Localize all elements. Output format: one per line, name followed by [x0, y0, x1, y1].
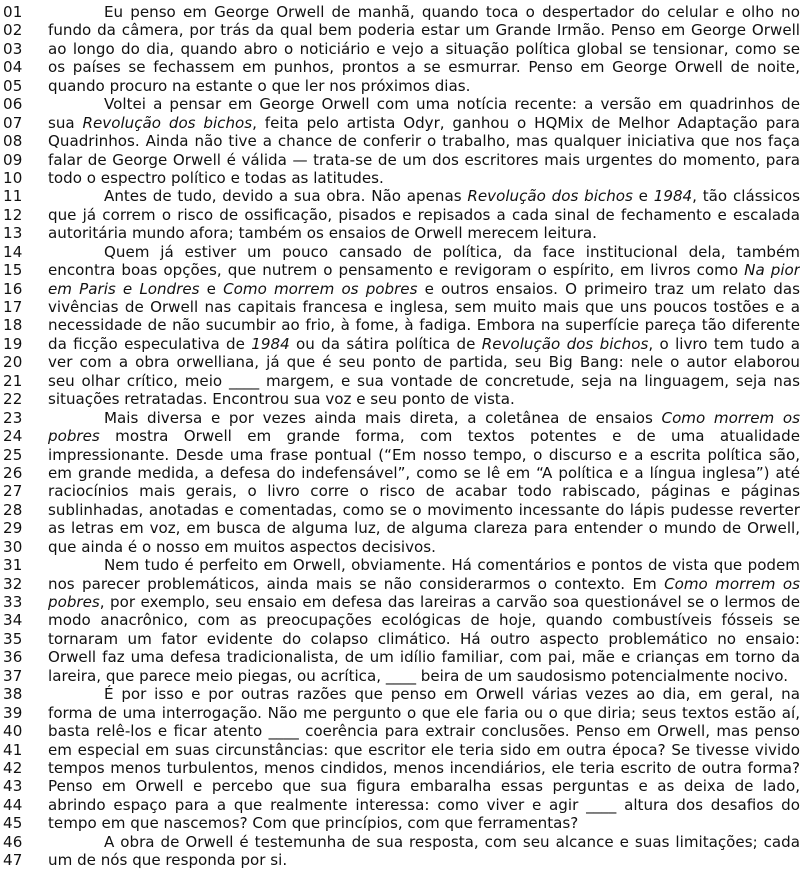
- line-text: [48, 372, 800, 390]
- line-text: [48, 114, 800, 132]
- line-number: 39: [3, 703, 23, 722]
- line-number: 42: [3, 758, 23, 777]
- text-segment: seu olhar crítico, meio ____ margem, e sua vontade de concretude, seja na linguagem, seja nas: [48, 371, 800, 390]
- line-text: [104, 243, 800, 261]
- line-text: [48, 814, 800, 832]
- numbered-text-lines: [0, 3, 812, 870]
- line-number: 26: [3, 463, 23, 482]
- text-line: [0, 519, 812, 537]
- line-text: [48, 667, 800, 685]
- text-segment: em especial em suas circunstâncias: que escritor ele teria sido em outra época? Se tivesse vivido: [48, 740, 800, 759]
- text-line: [0, 796, 812, 814]
- text-segment: os países se fechassem em punhos, prontos a se esmurrar. Penso em George Orwell de noite,: [48, 58, 800, 77]
- line-number: 10: [3, 168, 23, 187]
- text-segment: e outros ensaios. O primeiro traz um relato das: [417, 279, 800, 298]
- text-segment: impressionante. Desde uma frase pontual (“Em nosso tempo, o discurso e a escrita política são,: [48, 445, 800, 464]
- text-segment: mostra Orwell em grande forma, com textos potentes e de uma atualidade: [99, 427, 800, 446]
- italic-title: pobres: [48, 593, 100, 611]
- text-segment: Nem tudo é perfeito em Orwell, obviamente. Há comentários e pontos de vista que podem: [104, 556, 800, 575]
- text-line: [0, 593, 812, 611]
- italic-title: Como morrem os: [664, 574, 800, 593]
- text-line: [0, 704, 812, 722]
- text-line: [0, 261, 812, 279]
- text-line: [0, 427, 812, 445]
- text-line: [0, 575, 812, 593]
- text-line: [0, 390, 812, 408]
- line-text: [48, 482, 800, 500]
- text-segment: basta relê-los e ficar atento ____ coerência para extrair conclusões. Penso em Orwell, mas penso: [48, 722, 800, 741]
- line-text: [48, 224, 800, 242]
- line-text: [48, 796, 800, 814]
- line-text: [48, 575, 800, 593]
- line-number: 13: [3, 224, 23, 243]
- text-line: [0, 298, 812, 316]
- text-line: [0, 21, 812, 39]
- text-segment: fundo da câmera, por trás da qual bem poderia estar um Grande Irmão. Penso em George Orwell: [48, 21, 800, 40]
- text-segment: , o livro tem tudo a: [648, 334, 800, 353]
- line-text: [48, 538, 800, 556]
- line-number: 24: [3, 427, 23, 446]
- text-line: [0, 685, 812, 703]
- text-line: [0, 777, 812, 795]
- text-line: [0, 741, 812, 759]
- line-text: [48, 169, 800, 187]
- text-segment: Quem já estiver um pouco cansado de política, da face institucional dela, também: [104, 242, 800, 261]
- text-segment: quando procuro na estante o que ler nos próximos dias.: [48, 76, 471, 95]
- text-line: [0, 851, 812, 869]
- line-number: 01: [3, 3, 23, 21]
- text-segment: Eu penso em George Orwell de manhã, quando toca o despertador do celular e olho no: [104, 3, 800, 21]
- line-text: [48, 40, 800, 58]
- line-number: 17: [3, 298, 23, 316]
- text-segment: ou da sátira política de: [289, 334, 482, 353]
- line-number: 30: [3, 537, 23, 556]
- text-line: [0, 132, 812, 150]
- line-text: [48, 21, 800, 39]
- line-number: 47: [3, 851, 23, 870]
- text-segment: , por exemplo, seu ensaio em defesa das lareiras a carvão soa questionável se o lermos de: [99, 593, 800, 611]
- line-number: 07: [3, 113, 23, 132]
- text-line: [0, 224, 812, 242]
- line-number: 28: [3, 500, 23, 519]
- text-line: [0, 833, 812, 851]
- line-text: [48, 741, 800, 759]
- text-line: [0, 95, 812, 113]
- line-text: [48, 261, 800, 279]
- text-segment: , feita pelo artista Odyr, ganhou o HQMix de Melhor Adaptação para: [252, 113, 800, 132]
- text-line: [0, 3, 812, 21]
- line-text: [48, 446, 800, 464]
- line-number: 02: [3, 21, 23, 40]
- line-text: [48, 77, 800, 95]
- line-text: [104, 556, 800, 574]
- line-text: [104, 3, 800, 21]
- line-number: 31: [3, 556, 23, 575]
- text-segment: Antes de tudo, devido a sua obra. Não apenas: [104, 187, 468, 206]
- text-segment: lareira, que parece meio piegas, ou acrítica, ____ beira de um saudosismo potencialmente nocivo.: [48, 666, 789, 685]
- line-text: [48, 206, 800, 224]
- text-line: [0, 114, 812, 132]
- text-line: [0, 243, 812, 261]
- line-number: 40: [3, 722, 23, 741]
- line-text: [48, 704, 800, 722]
- line-number: 46: [3, 832, 23, 851]
- line-number: 33: [3, 593, 23, 611]
- text-segment: em grande medida, a defesa do indefensável”, como se lê em “A política e a língua inglesa”) até: [48, 463, 800, 482]
- text-segment: que já correm o risco de ossificação, pisados e repisados a cada sinal de fechamento e escalada: [48, 205, 800, 224]
- line-number: 22: [3, 390, 23, 409]
- line-text: [48, 501, 800, 519]
- text-line: [0, 316, 812, 334]
- text-line: [0, 630, 812, 648]
- text-segment: Voltei a pensar em George Orwell com uma notícia recente: a versão em quadrinhos de: [104, 95, 800, 114]
- text-segment: e: [632, 187, 654, 206]
- text-line: [0, 501, 812, 519]
- text-line: [0, 77, 812, 95]
- line-text: [48, 335, 800, 353]
- italic-title: 1984: [653, 187, 693, 206]
- text-segment: falar de George Orwell é válida — trata-se de um dos escritores mais urgentes do momento, para: [48, 150, 800, 169]
- line-number: 04: [3, 58, 23, 77]
- text-line: [0, 667, 812, 685]
- line-number: 06: [3, 95, 23, 114]
- line-number: 37: [3, 666, 23, 685]
- line-number: 12: [3, 205, 23, 224]
- line-text: [48, 390, 800, 408]
- text-segment: raciocínios mais gerais, o livro corre o risco de acabar todo rabiscado, páginas e páginas: [48, 482, 800, 501]
- line-text: [48, 611, 800, 629]
- text-line: [0, 335, 812, 353]
- line-number: 16: [3, 279, 23, 298]
- line-text: [48, 427, 800, 445]
- text-segment: forma de uma interrogação. Não me pergunto o que ele faria ou o que diria; seus textos estão aí,: [48, 703, 800, 722]
- text-segment: A obra de Orwell é testemunha de sua resposta, com seu alcance e suas limitações; cada: [104, 832, 800, 851]
- line-number: 20: [3, 353, 23, 372]
- line-number: 09: [3, 150, 23, 169]
- line-number: 27: [3, 482, 23, 501]
- line-number: 11: [3, 187, 23, 206]
- text-segment: ao longo do dia, quando abro o noticiário e vejo a situação política global se tensionar, como se: [48, 39, 800, 58]
- text-segment: nos parecer problemáticos, ainda mais se não considerarmos o contexto. Em: [48, 574, 665, 593]
- line-number: 29: [3, 519, 23, 538]
- text-segment: tempos menos turbulentos, menos cindidos, menos incendiários, ele teria escrito de outra forma?: [48, 758, 800, 777]
- italic-title: Na pior: [744, 261, 800, 280]
- text-line: [0, 169, 812, 187]
- italic-title: em Paris e Londres: [48, 279, 200, 298]
- text-line: [0, 353, 812, 371]
- line-text: [48, 722, 800, 740]
- text-segment: ver com a obra orwelliana, já que é seu ponto de partida, seu Big Bang: nele o autor elaborou: [48, 353, 800, 372]
- text-segment: modo anacrônico, com as preocupações ecológicas de hoje, quando combustíveis fósseis se: [48, 611, 800, 630]
- text-segment: sua: [48, 113, 83, 132]
- text-line: [0, 372, 812, 390]
- line-number: 19: [3, 334, 23, 353]
- line-text: [48, 593, 800, 611]
- line-number: 21: [3, 371, 23, 390]
- text-line: [0, 187, 812, 205]
- line-number: 38: [3, 685, 23, 704]
- text-line: [0, 58, 812, 76]
- line-number: 35: [3, 629, 23, 648]
- text-segment: as letras em voz, em busca de alguma luz, de alguma clareza para entender o mundo de Orwell,: [48, 519, 800, 538]
- line-number: 25: [3, 445, 23, 464]
- text-line: [0, 40, 812, 58]
- text-segment: situações retratadas. Encontrou sua voz e seu ponto de vista.: [48, 390, 515, 409]
- text-segment: todo o espectro político e todas as latitudes.: [48, 168, 384, 187]
- italic-title: 1984: [251, 334, 290, 353]
- text-line: [0, 759, 812, 777]
- text-segment: Mais diversa e por vezes ainda mais direta, a coletânea de ensaios: [104, 408, 662, 427]
- line-text: [48, 58, 800, 76]
- line-number: 23: [3, 408, 23, 427]
- line-number: 32: [3, 574, 23, 593]
- text-segment: Penso em Orwell e percebo que sua figura embaralha essas perguntas e as deixa de lado,: [48, 777, 800, 796]
- line-text: [48, 777, 800, 795]
- text-line: [0, 206, 812, 224]
- text-segment: sublinhadas, anotadas e comentadas, como se o movimento incessante do lápis pudesse reverter: [48, 500, 800, 519]
- line-text: [48, 648, 800, 666]
- line-text: [48, 316, 800, 334]
- text-segment: tornaram um fator evidente do colapso climático. Há outro aspecto problemático no ensaio:: [48, 629, 800, 648]
- line-text: [104, 409, 800, 427]
- line-number: 34: [3, 611, 23, 630]
- text-line: [0, 464, 812, 482]
- line-text: [48, 280, 800, 298]
- line-number: 45: [3, 814, 23, 833]
- text-segment: encontra boas opções, que nutrem o pensamento e revigoram o espírito, em livros como: [48, 261, 745, 280]
- text-line: [0, 648, 812, 666]
- line-text: [48, 151, 800, 169]
- line-text: [104, 95, 800, 113]
- text-line: [0, 611, 812, 629]
- text-segment: tempo em que nascemos? Com que princípios, com que ferramentas?: [48, 814, 579, 833]
- text-line: [0, 151, 812, 169]
- line-number: 18: [3, 316, 23, 335]
- text-line: [0, 409, 812, 427]
- text-line: [0, 538, 812, 556]
- text-segment: Orwell faz uma defesa tradicionalista, de um idílio familiar, com pai, mãe e crianças em torno da: [48, 648, 800, 667]
- line-text: [48, 464, 800, 482]
- text-segment: um de nós que responda por si.: [48, 851, 288, 870]
- text-segment: É por isso e por outras razões que penso em Orwell várias vezes ao dia, em geral, na: [104, 685, 800, 704]
- italic-title: Revolução dos bichos: [481, 334, 649, 353]
- line-text: [48, 298, 800, 316]
- text-line: [0, 482, 812, 500]
- text-line: [0, 446, 812, 464]
- italic-title: Revolução dos bichos: [467, 187, 633, 206]
- line-text: [48, 630, 800, 648]
- line-text: [48, 353, 800, 371]
- line-text: [48, 132, 800, 150]
- line-number: 03: [3, 39, 23, 58]
- italic-title: Como morrem os: [661, 408, 800, 427]
- line-number: 41: [3, 740, 23, 759]
- italic-title: pobres: [48, 427, 100, 446]
- line-text: [104, 685, 800, 703]
- line-text: [48, 759, 800, 777]
- line-text: [48, 851, 800, 869]
- italic-title: Revolução dos bichos: [82, 113, 253, 132]
- text-segment: abrindo espaço para a que realmente interessa: como viver e agir ____ altura dos desafios do: [48, 795, 800, 814]
- text-segment: da ficção especulativa de: [48, 334, 252, 353]
- text-segment: e: [199, 279, 224, 298]
- text-segment: necessidade de não sucumbir ao frio, à fome, à fadiga. Embora na superfície pareça tão diferente: [48, 316, 800, 335]
- line-text: [48, 519, 800, 537]
- italic-title: Como morrem os pobres: [223, 279, 418, 298]
- line-text: [104, 833, 800, 851]
- text-segment: vivências de Orwell nas capitais francesa e inglesa, sem muito mais que uns poucos tostões e a: [48, 298, 800, 316]
- line-number: 36: [3, 648, 23, 667]
- text-line: [0, 722, 812, 740]
- text-line: [0, 556, 812, 574]
- text-segment: que ainda é o nosso em muitos aspectos decisivos.: [48, 537, 436, 556]
- line-number: 08: [3, 132, 23, 151]
- line-number: 14: [3, 242, 23, 261]
- line-number: 15: [3, 261, 23, 280]
- text-segment: , tão clássicos: [692, 187, 800, 206]
- line-number: 05: [3, 76, 23, 95]
- line-number: 44: [3, 795, 23, 814]
- line-number: 43: [3, 777, 23, 796]
- text-segment: Quadrinhos. Ainda não tive a chance de conferir o trabalho, mas qualquer iniciativa que nos faça: [48, 132, 800, 151]
- text-line: [0, 280, 812, 298]
- line-text: [104, 187, 800, 205]
- text-line: [0, 814, 812, 832]
- text-segment: autoritária mundo afora; também os ensaios de Orwell merecem leitura.: [48, 224, 597, 243]
